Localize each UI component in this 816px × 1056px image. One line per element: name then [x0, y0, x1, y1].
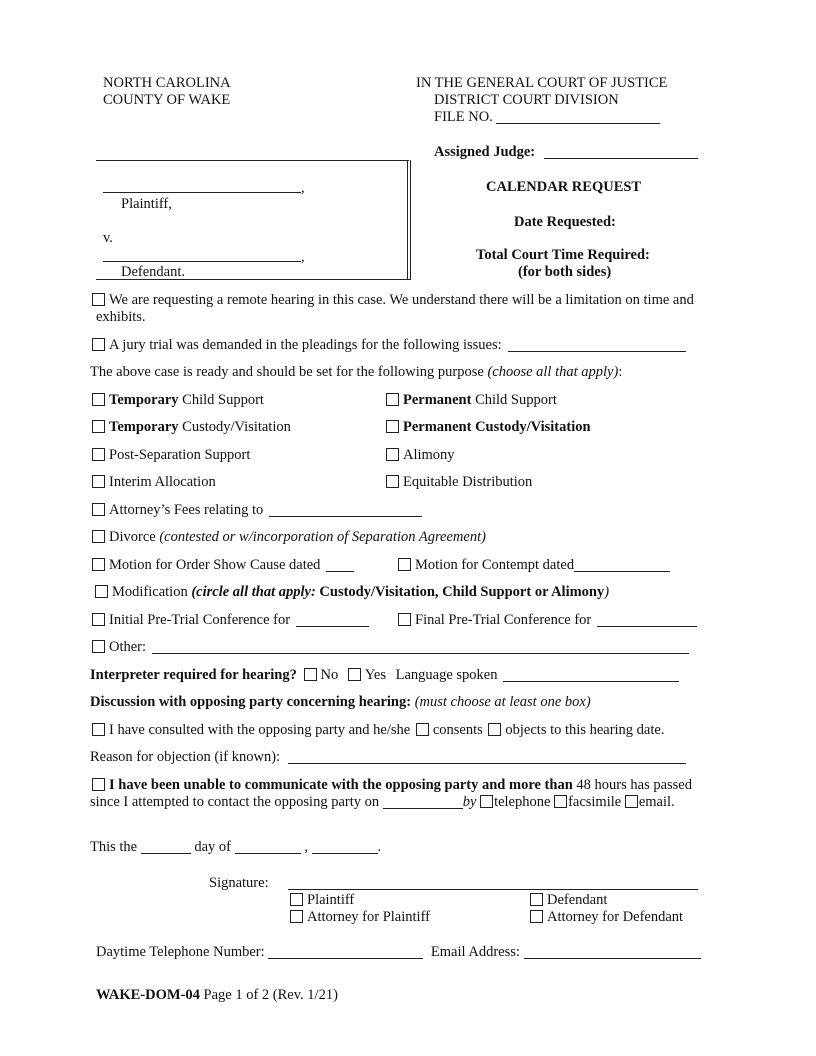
signature-label: Signature: [209, 875, 269, 891]
date-period: . [377, 839, 382, 855]
assigned-judge-field[interactable] [544, 144, 698, 159]
purpose-text: The above case is ready and should be set for the following purpose [90, 364, 488, 380]
pss-checkbox[interactable] [92, 448, 105, 461]
date-requested-label: Date Requested: [514, 214, 616, 230]
discussion-note: (must choose at least one box) [414, 694, 591, 710]
reason-label: Reason for objection (if known): [90, 749, 281, 765]
consulted-label: I have consulted with the opposing party and he/she [109, 722, 411, 738]
equitable-checkbox[interactable] [386, 475, 399, 488]
court-label: IN THE GENERAL COURT OF JUSTICE [416, 75, 668, 91]
state-label: NORTH CAROLINA [103, 75, 231, 91]
modification-items: Custody/Visitation, Child Support or Alimony [319, 584, 605, 600]
attorney-fees-field[interactable] [269, 502, 422, 517]
purpose-note: (choose all that apply) [487, 364, 619, 380]
email-address-field[interactable] [524, 944, 701, 959]
discussion-row [90, 694, 591, 711]
interpreter-row [90, 667, 679, 684]
by-label: by [462, 794, 477, 810]
sig-defendant-checkbox[interactable] [530, 893, 543, 906]
reason-field[interactable] [288, 749, 686, 764]
modification-option [95, 584, 609, 601]
divorce-label: Divorce [109, 529, 160, 545]
equitable-label: Equitable Distribution [403, 474, 533, 490]
sig-defendant-option [530, 892, 607, 909]
modification-note: (circle all that apply: [191, 584, 320, 600]
remote-hearing-row [92, 292, 694, 309]
consulted-checkbox[interactable] [92, 723, 105, 736]
purpose-row [90, 364, 622, 381]
final-ptc-checkbox[interactable] [398, 613, 411, 626]
file-no-row [434, 109, 660, 126]
date-comma: , [304, 839, 308, 855]
contempt-option [398, 557, 670, 574]
consulted-row [92, 722, 664, 739]
purpose-colon: : [618, 364, 623, 380]
jury-text: A jury trial was demanded in the pleadings for the following issues: [109, 337, 502, 353]
assigned-judge-row [434, 144, 698, 161]
alimony-label: Alimony [403, 447, 455, 463]
divorce-option [92, 529, 486, 546]
other-option [92, 639, 689, 656]
divorce-checkbox[interactable] [92, 530, 105, 543]
temp-custody-bold: Temporary [109, 419, 179, 435]
reason-row [90, 749, 686, 766]
sig-plaintiff-checkbox[interactable] [290, 893, 303, 906]
other-checkbox[interactable] [92, 640, 105, 653]
temp-child-support-bold: Temporary [109, 392, 179, 408]
document-title: CALENDAR REQUEST [486, 179, 642, 195]
sig-attorney-defendant-checkbox[interactable] [530, 910, 543, 923]
sig-plaintiff-label: Plaintiff [307, 892, 355, 908]
attorney-fees-checkbox[interactable] [92, 503, 105, 516]
final-ptc-option [398, 612, 697, 629]
perm-custody-checkbox[interactable] [386, 420, 399, 433]
email-checkbox[interactable] [625, 795, 638, 808]
objects-checkbox[interactable] [488, 723, 501, 736]
file-no-field[interactable] [496, 109, 660, 124]
page-info: Page 1 of 2 (Rev. 1/21) [199, 987, 338, 1003]
interpreter-no-checkbox[interactable] [304, 668, 317, 681]
contempt-checkbox[interactable] [398, 558, 411, 571]
interim-option [92, 474, 216, 491]
other-field[interactable] [152, 639, 689, 654]
perm-child-support-bold: Permanent [403, 392, 472, 408]
contact-row [96, 944, 701, 961]
sig-attorney-plaintiff-option [290, 909, 430, 926]
pss-option [92, 447, 250, 464]
plaintiff-name-field[interactable] [103, 192, 301, 193]
caption-top-rule [96, 160, 409, 161]
show-cause-label: Motion for Order Show Cause dated [109, 557, 321, 573]
consents-checkbox[interactable] [416, 723, 429, 736]
initial-ptc-field[interactable] [296, 612, 369, 627]
contempt-date-field[interactable] [574, 557, 670, 572]
facsimile-checkbox[interactable] [554, 795, 567, 808]
facsimile-label: facsimile [568, 794, 622, 810]
show-cause-checkbox[interactable] [92, 558, 105, 571]
unable-line2: since I attempted to contact the opposing party on [90, 794, 380, 810]
consents-label: consents [432, 722, 483, 738]
contempt-label: Motion for Contempt dated [415, 557, 575, 573]
caption-right-rule-outer [410, 160, 411, 280]
interpreter-no-label: No [320, 667, 339, 683]
remote-hearing-text: We are requesting a remote hearing in this case. We understand there will be a limitation on time and [109, 292, 694, 308]
show-cause-date-field[interactable] [326, 557, 354, 572]
sig-attorney-defendant-option [530, 909, 683, 926]
initial-ptc-label: Initial Pre-Trial Conference for [109, 612, 291, 628]
final-ptc-field[interactable] [597, 612, 697, 627]
language-field[interactable] [503, 667, 679, 682]
defendant-label: Defendant. [121, 264, 186, 280]
interim-checkbox[interactable] [92, 475, 105, 488]
telephone-checkbox[interactable] [480, 795, 493, 808]
unable-bold: I have been unable to communicate with the opposing party and more than [109, 777, 573, 793]
modification-close: ) [604, 584, 610, 600]
temp-child-support-checkbox[interactable] [92, 393, 105, 406]
both-sides-label: (for both sides) [518, 264, 612, 280]
temp-custody-label: Custody/Visitation [178, 419, 291, 435]
sig-plaintiff-option [290, 892, 354, 909]
email-label: email. [638, 794, 675, 810]
sig-attorney-plaintiff-label: Attorney for Plaintiff [307, 909, 430, 925]
discussion-label: Discussion with opposing party concerning hearing: [90, 694, 412, 710]
alimony-option [386, 447, 455, 464]
alimony-checkbox[interactable] [386, 448, 399, 461]
perm-child-support-checkbox[interactable] [386, 393, 399, 406]
sig-attorney-plaintiff-checkbox[interactable] [290, 910, 303, 923]
caption-right-rule-inner [407, 160, 408, 280]
final-ptc-label: Final Pre-Trial Conference for [415, 612, 592, 628]
footer [96, 987, 338, 1004]
defendant-name-field[interactable] [103, 261, 301, 262]
jury-checkbox[interactable] [92, 338, 105, 351]
plaintiff-label: Plaintiff, [121, 196, 172, 212]
remote-hearing-checkbox[interactable] [92, 293, 105, 306]
language-label: Language spoken [395, 667, 498, 683]
month-field[interactable] [235, 839, 301, 854]
sig-attorney-defendant-label: Attorney for Defendant [547, 909, 684, 925]
perm-custody-option [386, 419, 591, 436]
temp-child-support-option [92, 392, 264, 409]
initial-ptc-option [92, 612, 369, 629]
attorney-fees-option [92, 502, 422, 519]
assigned-judge-label: Assigned Judge: [434, 144, 536, 160]
modification-checkbox[interactable] [95, 585, 108, 598]
sig-defendant-label: Defendant [547, 892, 608, 908]
form-id: WAKE-DOM-04 [96, 987, 200, 1003]
division-label: DISTRICT COURT DIVISION [434, 92, 619, 108]
day-of-label: day of [194, 839, 232, 855]
remote-hearing-text-cont: exhibits. [96, 309, 146, 325]
interpreter-yes-checkbox[interactable] [348, 668, 361, 681]
county-label: COUNTY OF WAKE [103, 92, 231, 108]
this-the-label: This the [90, 839, 138, 855]
attorney-fees-label: Attorney’s Fees relating to [109, 502, 264, 518]
day-field[interactable] [141, 839, 191, 854]
interpreter-label: Interpreter required for hearing? [90, 667, 297, 683]
initial-ptc-checkbox[interactable] [92, 613, 105, 626]
file-no-label: FILE NO. [434, 109, 493, 125]
unable-rest: 48 hours has passed [572, 777, 692, 793]
defendant-comma: , [301, 249, 305, 265]
attempt-date-field[interactable] [383, 794, 463, 809]
perm-child-support-label: Child Support [471, 392, 557, 408]
modification-label: Modification [112, 584, 192, 600]
interim-label: Interim Allocation [109, 474, 216, 490]
temp-custody-option [92, 419, 291, 436]
perm-custody-label: Permanent Custody/Visitation [403, 419, 591, 435]
email-address-label: Email Address: [430, 944, 520, 960]
interpreter-yes-label: Yes [364, 667, 386, 683]
divorce-note: (contested or w/incorporation of Separation Agreement) [159, 529, 486, 545]
temp-child-support-label: Child Support [178, 392, 264, 408]
telephone-label: telephone [494, 794, 551, 810]
date-row [90, 839, 381, 856]
unable-checkbox[interactable] [92, 778, 105, 791]
year-field[interactable] [312, 839, 378, 854]
versus-label: v. [103, 230, 113, 246]
pss-label: Post-Separation Support [109, 447, 251, 463]
total-time-label: Total Court Time Required: [476, 247, 650, 263]
phone-label: Daytime Telephone Number: [96, 944, 265, 960]
signature-field[interactable] [288, 889, 698, 890]
unable-row [92, 777, 692, 794]
equitable-option [386, 474, 532, 491]
phone-field[interactable] [268, 944, 423, 959]
objects-label: objects to this hearing date. [505, 722, 665, 738]
other-label: Other: [109, 639, 147, 655]
jury-row [92, 337, 686, 354]
jury-issues-field[interactable] [508, 337, 686, 352]
perm-child-support-option [386, 392, 557, 409]
plaintiff-comma: , [301, 180, 305, 196]
temp-custody-checkbox[interactable] [92, 420, 105, 433]
unable-row-2 [90, 794, 675, 811]
show-cause-option [92, 557, 354, 574]
